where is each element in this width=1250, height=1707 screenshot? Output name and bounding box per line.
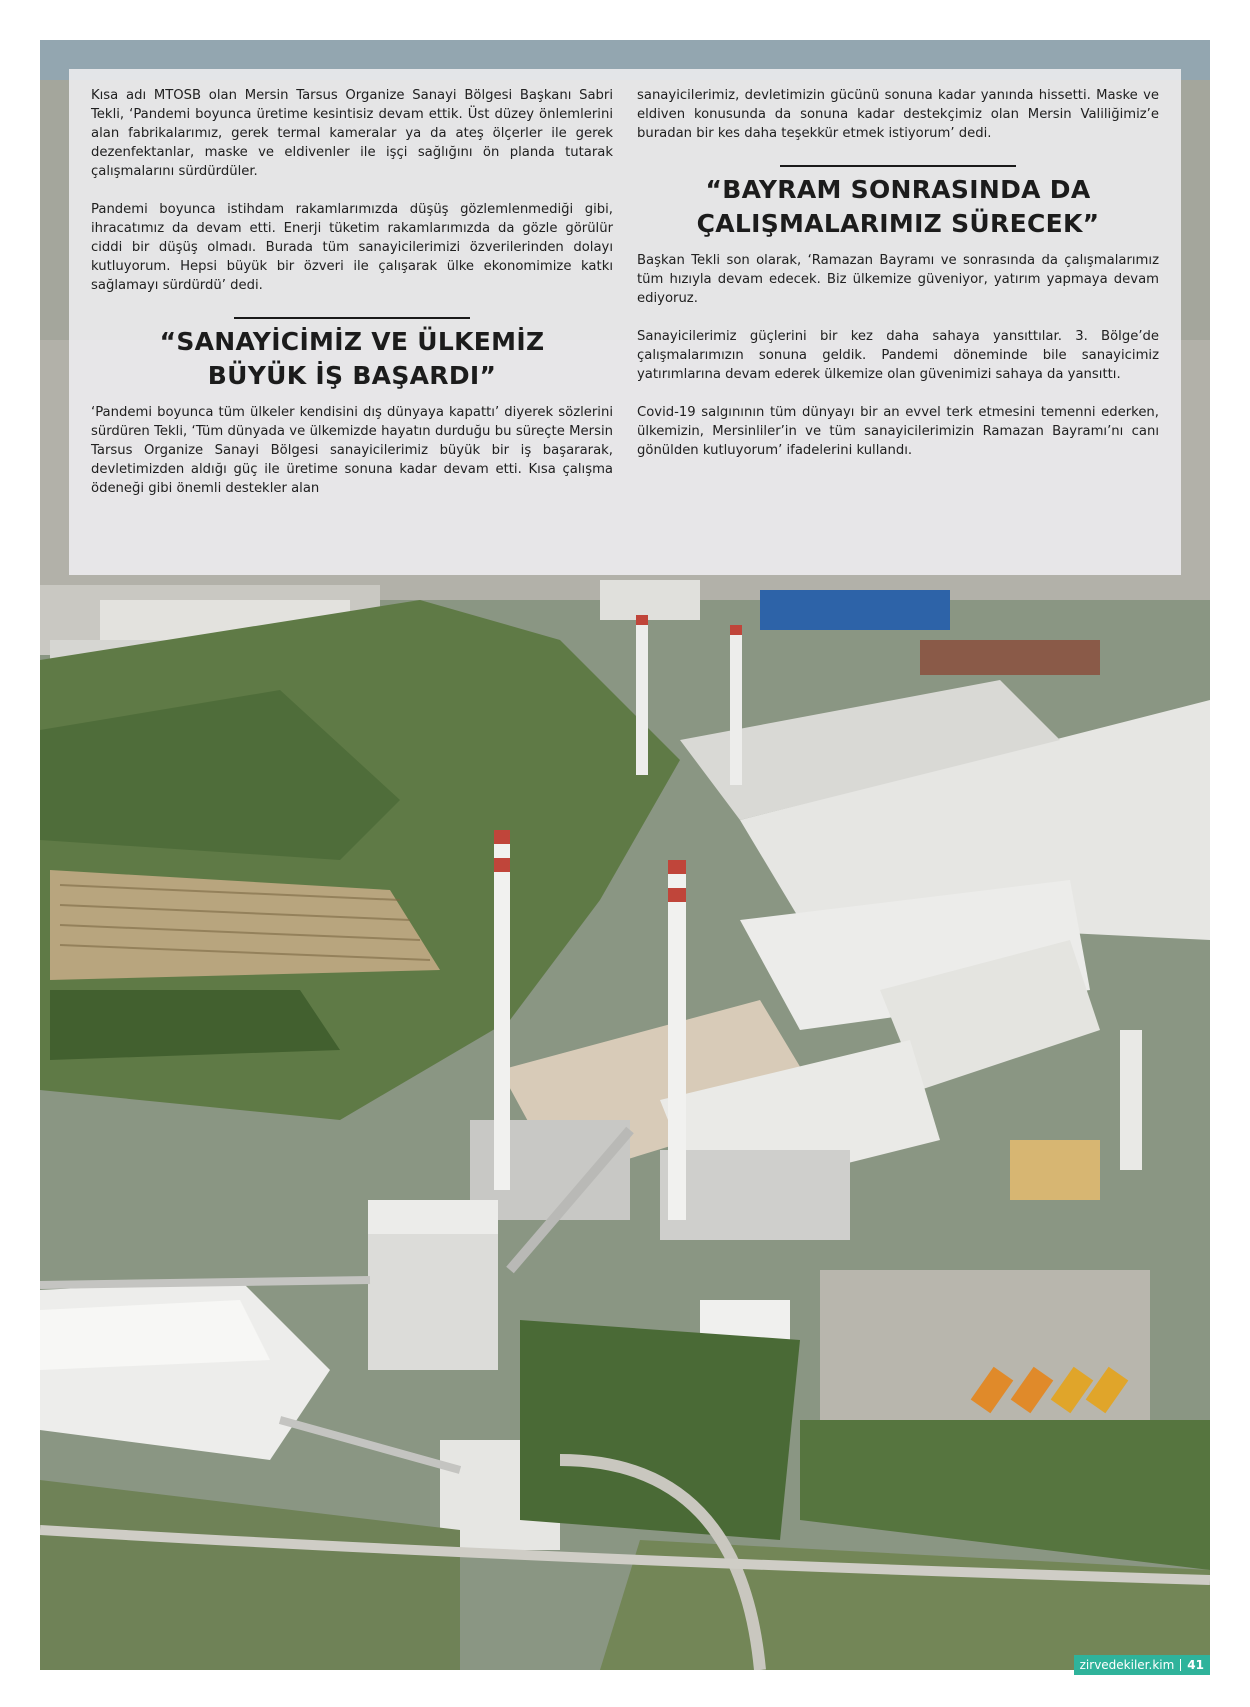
section-heading-left-line-2: BÜYÜK İŞ BAŞARDI” xyxy=(207,361,497,390)
section-heading-right xyxy=(637,173,1159,241)
section-heading-right-line-1: “BAYRAM SONRASINDA DA xyxy=(705,175,1091,204)
left-paragraph-2: Pandemi boyunca istihdam rakamlarımızda düşüş gözlemlenmediği gibi, ihracatımız da devam etti. Enerji tüketim rakamlarımızda da gözle görülür ciddi bir düşüş olmadı. Burada tüm sanayicilerimizi özverilerinden dolayı kutluyorum. Hepsi büyük bir özveri ile çalışarak ülke ekonomimize katkı sağlamayı sürdürdü’ dedi. xyxy=(91,202,613,293)
right-paragraph-1: sanayicilerimiz, devletimizin gücünü sonuna kadar yanında hissetti. Maske ve eldiven konusunda da sonuna kadar destekçimiz olan Mersin Valiliğimiz’e buradan bir kes daha teşekkür etmek istiyorum’ dedi. xyxy=(637,88,1159,141)
page-number: 41 xyxy=(1187,1658,1204,1672)
footer-site: zirvedekiler.kim xyxy=(1079,1658,1175,1672)
right-paragraph-3: Sanayicilerimiz güçlerini bir kez daha sahaya yansıttılar. 3. Bölge’de çalışmalarımızın sonuna geldik. Pandemi döneminde bile sanayicimiz yatırımlarına devam ederek ülkemize olan güvenimizi sahaya da yansıttı. xyxy=(637,329,1159,382)
page-footer xyxy=(1074,1655,1210,1675)
section-heading-left-line-1: “SANAYİCİMİZ VE ÜLKEMİZ xyxy=(159,327,545,356)
right-column xyxy=(637,86,1159,460)
left-paragraph-3: ‘Pandemi boyunca tüm ülkeler kendisini dış dünyaya kapattı’ diyerek sözlerini sürdüren Tekli, ‘Tüm dünyada ve ülkemizde hayatın durduğu bu süreçte Mersin Tarsus Organize Sanayi Bölgesi sanayicilerimiz büyük bir iş başararak, devletimizden aldığı güç ile üretime sonuna kadar devam etti. Kısa çalışma ödeneği gibi önemli destekler alan xyxy=(91,405,613,496)
right-paragraph-2: Başkan Tekli son olarak, ‘Ramazan Bayramı ve sonrasında da çalışmalarımız tüm hızıyla devam edecek. Biz ülkemize güveniyor, yatırım yapmaya devam ediyoruz. xyxy=(637,253,1159,306)
right-paragraph-4: Covid-19 salgınının tüm dünyayı bir an evvel terk etmesini temenni ederken, ülkemizin, Mersinliler’in ve tüm sanayicilerimizin Ramazan Bayramı’nı canı gönülden kutluyorum’ ifadelerini kullandı. xyxy=(637,405,1159,458)
left-paragraph-1: Kısa adı MTOSB olan Mersin Tarsus Organize Sanayi Bölgesi Başkanı Sabri Tekli, ‘Pandemi boyunca üretime kesintisiz devam ettik. Üst düzey önlemlerini alan fabrikalarımız, gerek termal kameralar ya da ateş ölçerler ile gerek dezenfektanlar, maske ve eldivenler ile işçi sağlığını ön planda tutarak çalışmalarını sürdürdüler. xyxy=(91,88,613,179)
section-heading-left xyxy=(91,325,613,393)
footer-separator xyxy=(1180,1659,1181,1671)
section-heading-right-line-2: ÇALIŞMALARIMIZ SÜRECEK” xyxy=(696,209,1100,238)
article-text-panel xyxy=(69,69,1181,575)
left-column xyxy=(91,86,613,498)
